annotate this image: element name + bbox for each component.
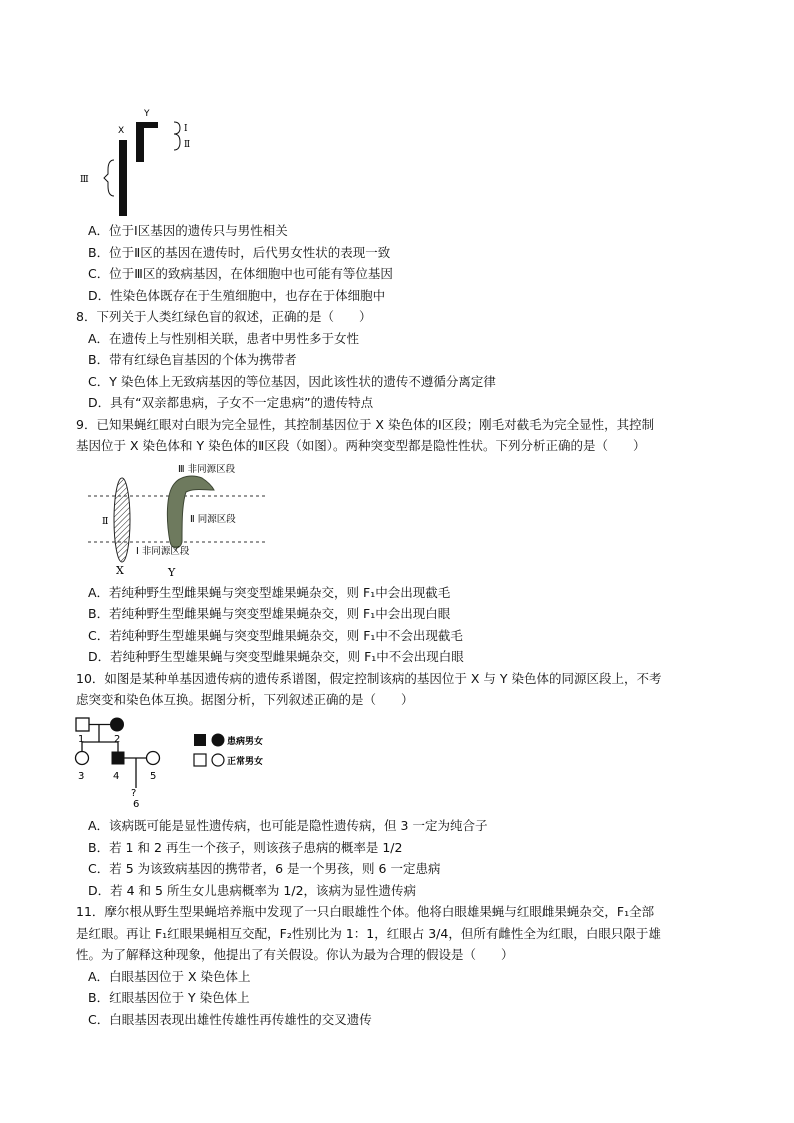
x-chromosome-shape [114, 478, 130, 562]
q8-option-c: C．Y 染色体上无致病基因的等位基因，因此该性状的遗传不遵循分离定律 [88, 374, 496, 389]
pedigree-individual-2 [110, 718, 124, 732]
q10-option-a: A．该病既可能是显性遗传病，也可能是隐性遗传病，但 3 一定为纯合子 [88, 818, 488, 833]
label-x: X [118, 126, 125, 136]
q10-stem-line1: 10．如图是某种单基因遗传病的遗传系谱图，假定控制该病的基因位于 X 与 Y 染色体的同源区段上，不考 [76, 671, 662, 686]
q9-option-c: C．若纯种野生型雄果蝇与突变型雌果蝇杂交，则 F₁中不会出现截毛 [88, 628, 463, 643]
q8-stem: 8．下列关于人类红绿色盲的叙述，正确的是（ ） [76, 309, 372, 324]
sex-chromosome-figure [74, 104, 204, 216]
y-chromosome-body [136, 122, 144, 162]
pedigree-unknown-mark: ? [131, 788, 137, 799]
q9-option-a: A．若纯种野生型雌果蝇与突变型雄果蝇杂交，则 F₁中会出现截毛 [88, 585, 451, 600]
q8-option-b: B．带有红绿色盲基因的个体为携带者 [88, 352, 297, 367]
q7-option-a: A．位于Ⅰ区基因的遗传只与男性相关 [88, 223, 288, 238]
pedigree-label-3: 3 [78, 771, 85, 782]
legend-affected-female-symbol [212, 734, 225, 747]
q11-stem-line2: 是红眼。再让 F₁红眼果蝇相互交配，F₂性别比为 1：1，红眼占 3/4，但所有雌性全为红眼，白眼只限于雄 [76, 926, 661, 941]
q8-option-a: A．在遗传上与性别相关联，患者中男性多于女性 [88, 331, 360, 346]
pedigree-label-5: 5 [150, 771, 157, 782]
label-y: Y [144, 109, 150, 119]
label-region-ii-left: Ⅱ [102, 516, 109, 527]
label-region-ii: Ⅱ [184, 140, 191, 150]
pedigree-individual-4 [112, 752, 125, 765]
q11-stem-line3: 性。为了解释这种现象，他提出了有关假设。你认为最为合理的假设是（ ） [76, 947, 514, 962]
x-chromosome [119, 140, 127, 216]
pedigree-label-6: 6 [133, 799, 140, 810]
label-x-chromosome: X [116, 564, 124, 577]
legend-normal-label: 正常男女 [227, 757, 264, 767]
pedigree-individual-1 [76, 718, 89, 731]
q9-option-d: D．若纯种野生型雄果蝇与突变型雌果蝇杂交，则 F₁中不会出现白眼 [88, 649, 464, 664]
q10-option-b: B．若 1 和 2 再生一个孩子，则该孩子患病的概率是 1/2 [88, 840, 403, 855]
pedigree-label-1: 1 [78, 734, 85, 745]
legend-normal-male-symbol [194, 754, 206, 766]
q10-option-c: C．若 5 为该致病基因的携带者，6 是一个男孩，则 6 一定患病 [88, 861, 441, 876]
q8-option-d: D．具有“双亲都患病，子女不一定患病”的遗传特点 [88, 395, 374, 410]
pedigree-individual-3 [76, 752, 89, 765]
q10-option-d: D．若 4 和 5 所生女儿患病概率为 1/2，该病为显性遗传病 [88, 883, 417, 898]
pedigree-label-4: 4 [113, 771, 120, 782]
label-region-i: Ⅰ [184, 124, 188, 134]
q11-option-b: B．红眼基因位于 Y 染色体上 [88, 990, 250, 1005]
q11-option-a: A．白眼基因位于 X 染色体上 [88, 969, 251, 984]
pedigree-label-2: 2 [114, 734, 121, 745]
legend-affected-label: 患病男女 [227, 737, 264, 747]
legend-affected-male-symbol [194, 734, 206, 746]
q7-option-c: C．位于Ⅲ区的致病基因，在体细胞中也可能有等位基因 [88, 266, 393, 281]
q9-stem-line1: 9．已知果蝇红眼对白眼为完全显性，其控制基因位于 X 染色体的Ⅰ区段；刚毛对截毛为完全显性，其控制 [76, 417, 655, 432]
pedigree-individual-5 [147, 752, 160, 765]
label-region-iii: Ⅲ [80, 175, 89, 185]
q9-stem-line2: 基因位于 X 染色体和 Y 染色体的Ⅱ区段（如图）。两种突变型都是隐性性状。下列分析正确的是（ ） [76, 438, 646, 453]
homologous-region-figure [86, 460, 286, 582]
q7-option-b: B．位于Ⅱ区的基因在遗传时，后代男女性状的表现一致 [88, 245, 391, 260]
label-y-chromosome: Y [168, 566, 176, 579]
label-region-ii-homologous: Ⅱ 同源区段 [190, 514, 236, 525]
label-region-i-nonhomologous: Ⅰ 非同源区段 [136, 546, 190, 557]
legend-normal-female-symbol [212, 754, 224, 766]
q10-stem-line2: 虑突变和染色体互换。据图分析，下列叙述正确的是（ ） [76, 692, 414, 707]
y-chromosome-shape [167, 476, 214, 548]
q9-option-b: B．若纯种野生型雌果蝇与突变型雄果蝇杂交，则 F₁中会出现白眼 [88, 606, 451, 621]
pedigree-chart [68, 712, 288, 812]
q7-option-d: D．性染色体既存在于生殖细胞中，也存在于体细胞中 [88, 288, 386, 303]
q11-stem-line1: 11．摩尔根从野生型果蝇培养瓶中发现了一只白眼雄性个体。他将白眼雄果蝇与红眼雌果蝇杂交，F₁全部 [76, 904, 655, 919]
label-region-iii-nonhomologous: Ⅲ 非同源区段 [178, 464, 236, 475]
q11-option-c: C．白眼基因表现出雄性传雄性再传雄性的交叉遗传 [88, 1012, 372, 1027]
